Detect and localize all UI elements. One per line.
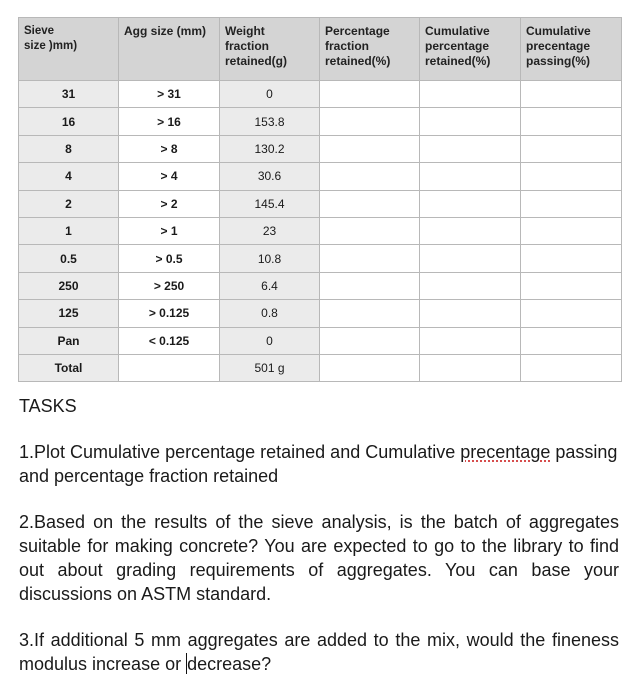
cell-percentage-fraction-retained	[320, 81, 420, 108]
cell-agg-size: < 0.125	[119, 327, 220, 354]
total-row	[19, 354, 622, 381]
cell-weight-retained: 153.8	[220, 108, 320, 135]
cell-sieve-size: Total	[19, 354, 119, 381]
cell-cumulative-retained	[420, 300, 521, 327]
cell-sieve-size: 31	[19, 81, 119, 108]
table-header-row	[19, 18, 622, 81]
misspelled-word: precentage	[460, 442, 551, 462]
table-row	[19, 135, 622, 162]
cell-cumulative-passing	[521, 217, 622, 244]
cell-percentage-fraction-retained	[320, 217, 420, 244]
cell-weight-retained: 10.8	[220, 245, 320, 272]
cell-percentage-fraction-retained	[320, 300, 420, 327]
table-row	[19, 327, 622, 354]
header-cumulative-passing: Cumulative precentage passing(%)	[521, 18, 622, 81]
task-1: 1.Plot Cumulative percentage retained and Cumulative precentage passing and percentage fraction retained	[19, 442, 618, 486]
cell-agg-size: > 1	[119, 217, 220, 244]
cell-cumulative-passing	[521, 300, 622, 327]
cell-agg-size: > 2	[119, 190, 220, 217]
cell-percentage-fraction-retained	[320, 190, 420, 217]
table-row	[19, 245, 622, 272]
sieve-analysis-table	[18, 17, 622, 382]
cell-percentage-fraction-retained	[320, 354, 420, 381]
cell-percentage-fraction-retained	[320, 245, 420, 272]
cell-sieve-size: 8	[19, 135, 119, 162]
header-agg-size: Agg size (mm)	[119, 18, 220, 81]
cell-agg-size: > 16	[119, 108, 220, 135]
cell-percentage-fraction-retained	[320, 327, 420, 354]
cell-cumulative-passing	[521, 245, 622, 272]
cell-percentage-fraction-retained	[320, 135, 420, 162]
cell-cumulative-passing	[521, 354, 622, 381]
cell-agg-size	[119, 354, 220, 381]
cell-cumulative-retained	[420, 81, 521, 108]
table-body	[19, 81, 622, 382]
cell-sieve-size: 2	[19, 190, 119, 217]
cell-weight-retained: 501 g	[220, 354, 320, 381]
cell-agg-size: > 0.5	[119, 245, 220, 272]
cell-sieve-size: 250	[19, 272, 119, 299]
cell-cumulative-passing	[521, 272, 622, 299]
header-percentage-fraction-retained: Percentage fraction retained(%)	[320, 18, 420, 81]
header-weight-retained: Weight fraction retained(g)	[220, 18, 320, 81]
cell-cumulative-retained	[420, 354, 521, 381]
cell-weight-retained: 30.6	[220, 163, 320, 190]
cell-agg-size: > 4	[119, 163, 220, 190]
cell-sieve-size: 16	[19, 108, 119, 135]
cell-cumulative-retained	[420, 135, 521, 162]
cell-cumulative-retained	[420, 108, 521, 135]
cell-cumulative-retained	[420, 245, 521, 272]
cell-cumulative-retained	[420, 190, 521, 217]
cell-weight-retained: 130.2	[220, 135, 320, 162]
cell-weight-retained: 6.4	[220, 272, 320, 299]
cell-weight-retained: 23	[220, 217, 320, 244]
cell-agg-size: > 31	[119, 81, 220, 108]
cell-sieve-size: 4	[19, 163, 119, 190]
cell-weight-retained: 145.4	[220, 190, 320, 217]
cell-cumulative-retained	[420, 327, 521, 354]
cell-weight-retained: 0	[220, 81, 320, 108]
cell-cumulative-retained	[420, 163, 521, 190]
cell-cumulative-passing	[521, 81, 622, 108]
task-2: 2.Based on the results of the sieve analysis, is the batch of aggregates suitable for making concrete? You are expected to go to the library to find out about grading requirements of aggregates. You can base your discussions on ASTM standard.	[19, 512, 619, 604]
task-3: 3.If additional 5 mm aggregates are added to the mix, would the fineness modulus increase or decrease?	[19, 630, 619, 674]
table-row	[19, 108, 622, 135]
tasks-heading: TASKS	[19, 396, 77, 416]
cell-weight-retained: 0	[220, 327, 320, 354]
table-row	[19, 190, 622, 217]
cell-percentage-fraction-retained	[320, 163, 420, 190]
cell-cumulative-retained	[420, 272, 521, 299]
table-row	[19, 163, 622, 190]
cell-sieve-size: Pan	[19, 327, 119, 354]
cell-percentage-fraction-retained	[320, 108, 420, 135]
cell-cumulative-passing	[521, 190, 622, 217]
header-sieve-size: Sieve size )mm)	[19, 18, 119, 81]
cell-cumulative-retained	[420, 217, 521, 244]
cell-sieve-size: 1	[19, 217, 119, 244]
cell-cumulative-passing	[521, 135, 622, 162]
cell-sieve-size: 0.5	[19, 245, 119, 272]
table-row	[19, 217, 622, 244]
table-row	[19, 272, 622, 299]
cell-cumulative-passing	[521, 108, 622, 135]
cell-sieve-size: 125	[19, 300, 119, 327]
cell-cumulative-passing	[521, 327, 622, 354]
table-row	[19, 300, 622, 327]
cell-agg-size: > 250	[119, 272, 220, 299]
cell-agg-size: > 8	[119, 135, 220, 162]
table-row	[19, 81, 622, 108]
cell-cumulative-passing	[521, 163, 622, 190]
cell-weight-retained: 0.8	[220, 300, 320, 327]
tasks-section	[19, 394, 619, 698]
cell-agg-size: > 0.125	[119, 300, 220, 327]
header-cumulative-retained: Cumulative percentage retained(%)	[420, 18, 521, 81]
cell-percentage-fraction-retained	[320, 272, 420, 299]
